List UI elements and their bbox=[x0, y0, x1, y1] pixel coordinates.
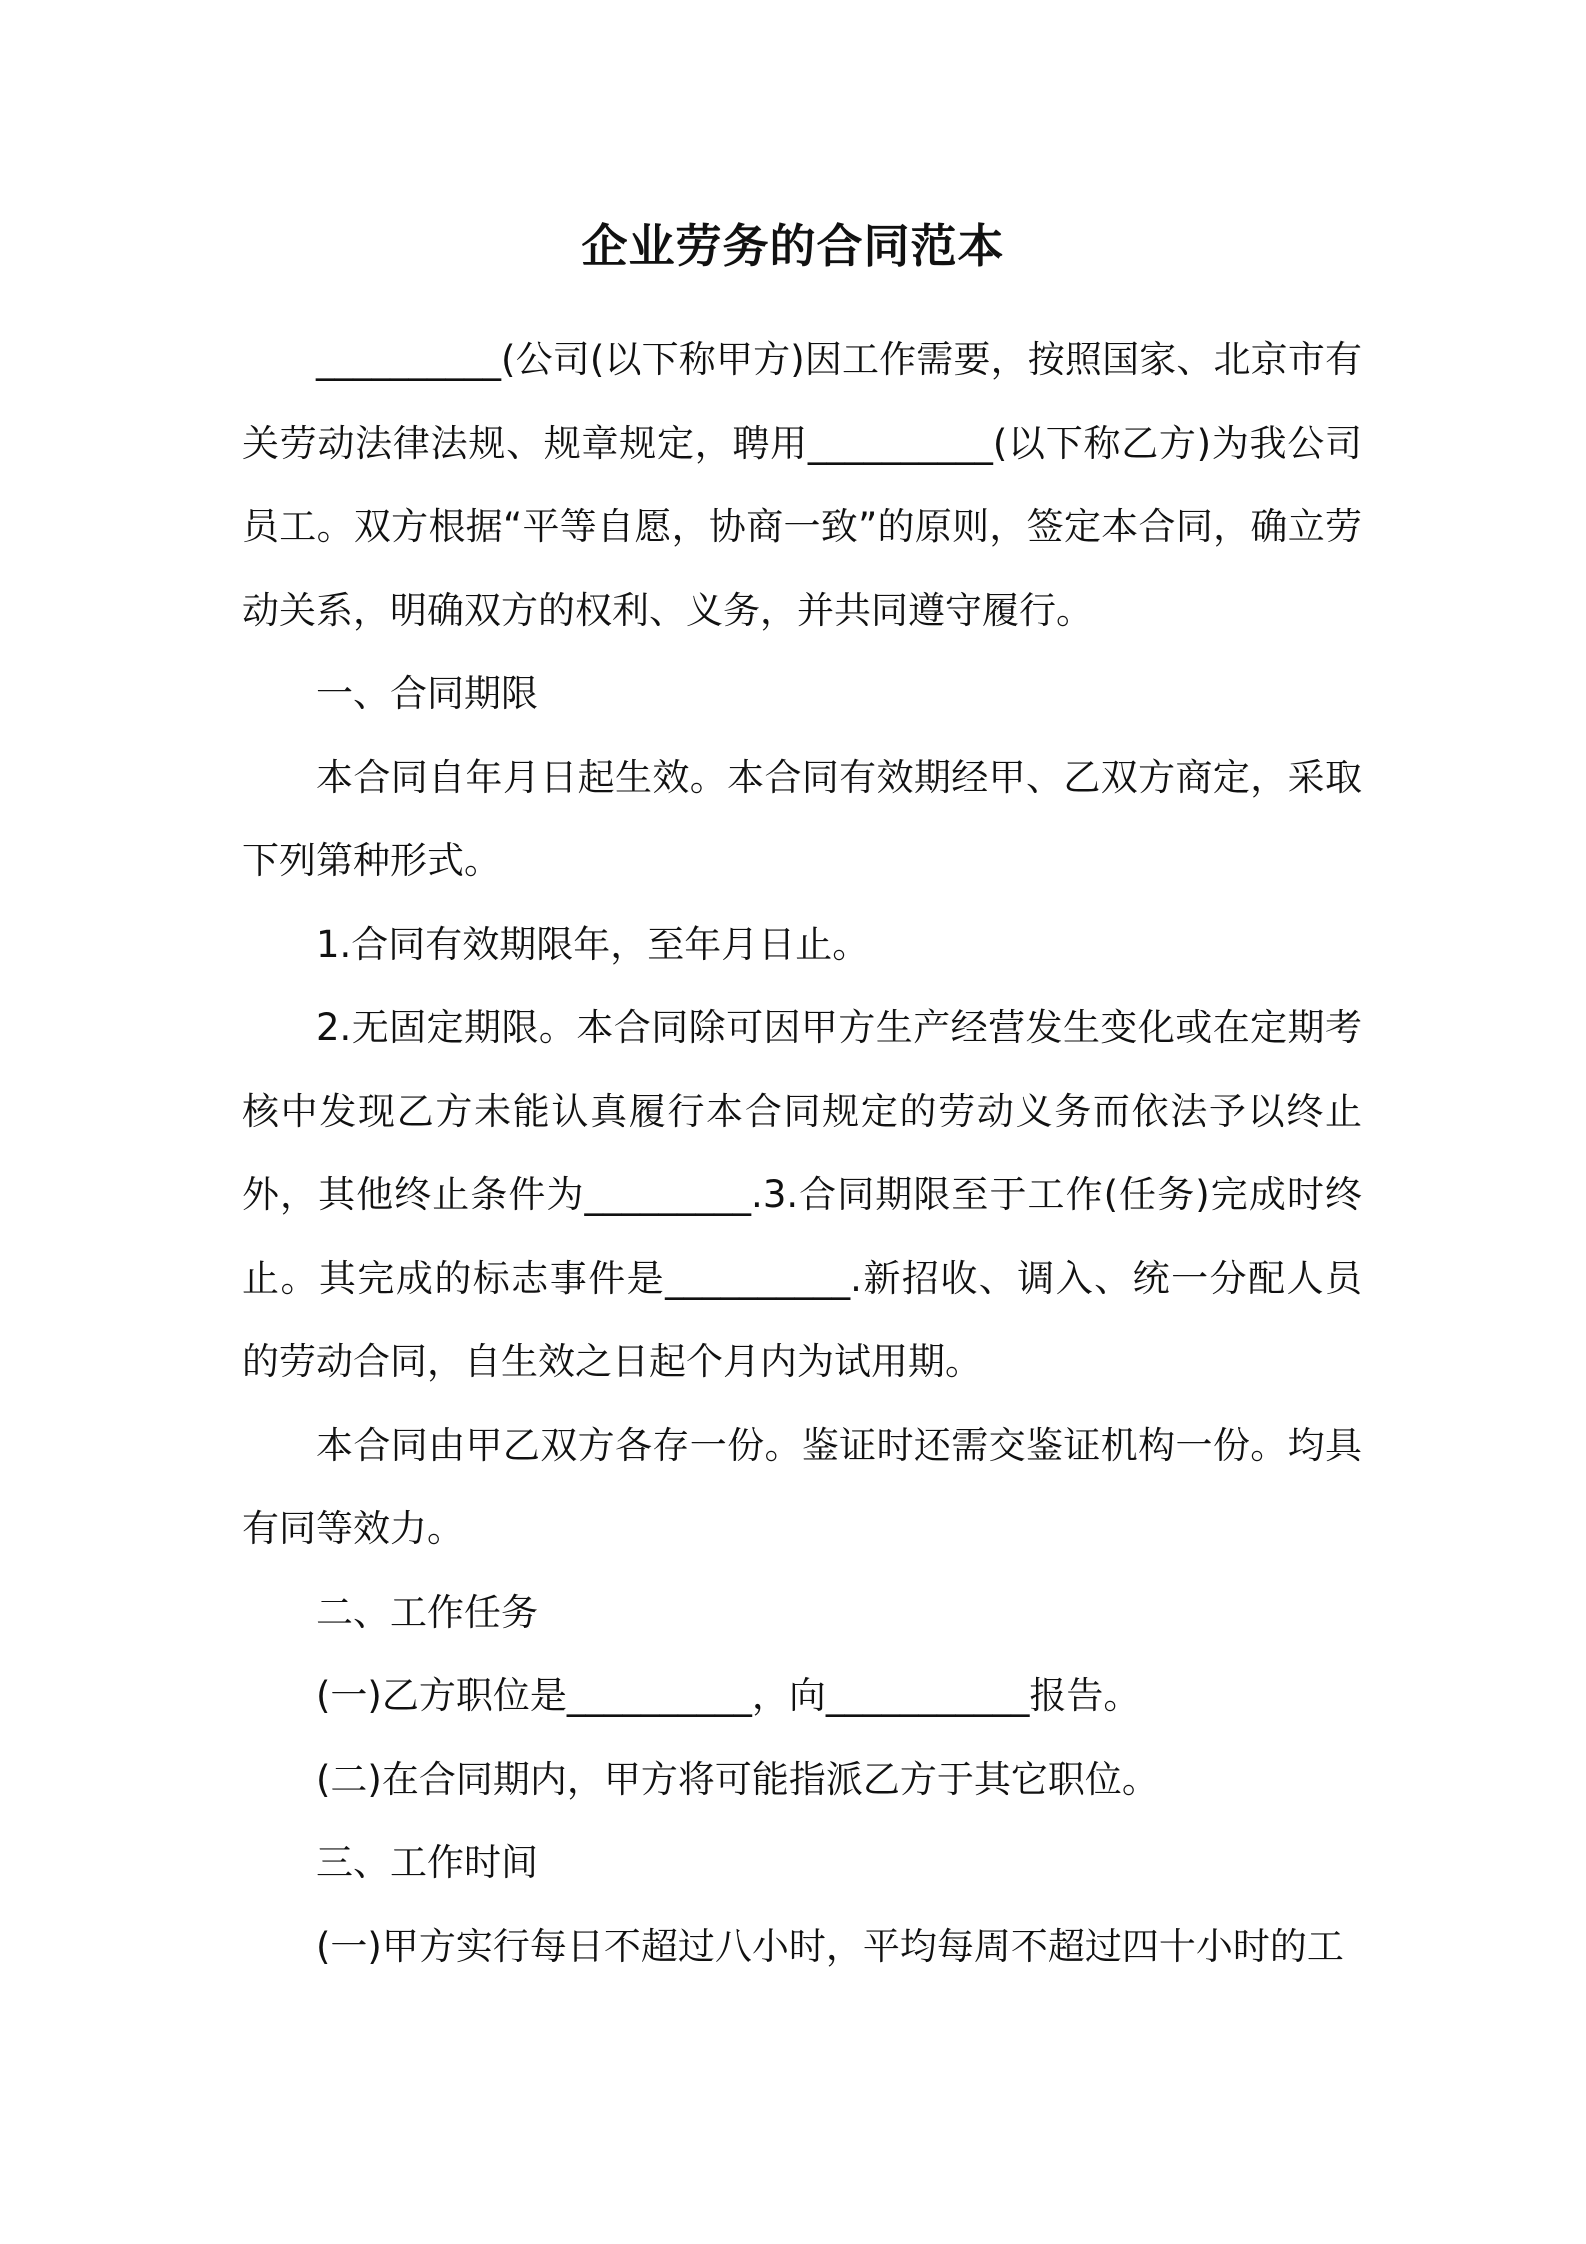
document-body bbox=[242, 318, 1362, 1988]
paragraph-term-option-1: 1.合同有效期限年，至年月日止。 bbox=[316, 922, 870, 966]
paragraph-reassignment: (二)在合同期内，甲方将可能指派乙方于其它职位。 bbox=[316, 1757, 1159, 1801]
paragraph-effective-date: 本合同自年月日起生效。本合同有效期经甲、乙双方商定，采取下列第种形式。 bbox=[242, 755, 1362, 882]
paragraph-position: (一)乙方职位是__________，向___________报告。 bbox=[316, 1674, 1141, 1717]
section-heading-contract-term: 一、合同期限 bbox=[316, 672, 538, 715]
paragraph-term-option-2: 2.无固定期限。本合同除可因甲方生产经营发生变化或在定期考核中发现乙方未能认真履行本合同规定的劳动义务而依法予以终止外，其他终止条件为_________.3.合同期限至于工作(任务)完成时终止。其完成的标志事件是__________.新招收、调入、统一分配人员的劳动合同，自生效之日起个月内为试用期。 bbox=[242, 1006, 1362, 1383]
paragraph-intro: __________(公司(以下称甲方)因工作需要，按照国家、北京市有关劳动法律法规、规章规定，聘用__________(以下称乙方)为我公司员工。双方根据“平等自愿，协商一致”的原则，签定本合同，确立劳动关系，明确双方的权利、义务，并共同遵守履行。 bbox=[242, 338, 1362, 632]
section-heading-work-tasks: 二、工作任务 bbox=[316, 1590, 538, 1634]
paragraph-work-hours: (一)甲方实行每日不超过八小时，平均每周不超过四十小时的工 bbox=[316, 1924, 1344, 1968]
paragraph-copies: 本合同由甲乙双方各存一份。鉴证时还需交鉴证机构一份。均具有同等效力。 bbox=[242, 1423, 1362, 1550]
document-title: 企业劳务的合同范本 bbox=[581, 219, 1005, 273]
section-heading-work-hours: 三、工作时间 bbox=[316, 1841, 538, 1884]
